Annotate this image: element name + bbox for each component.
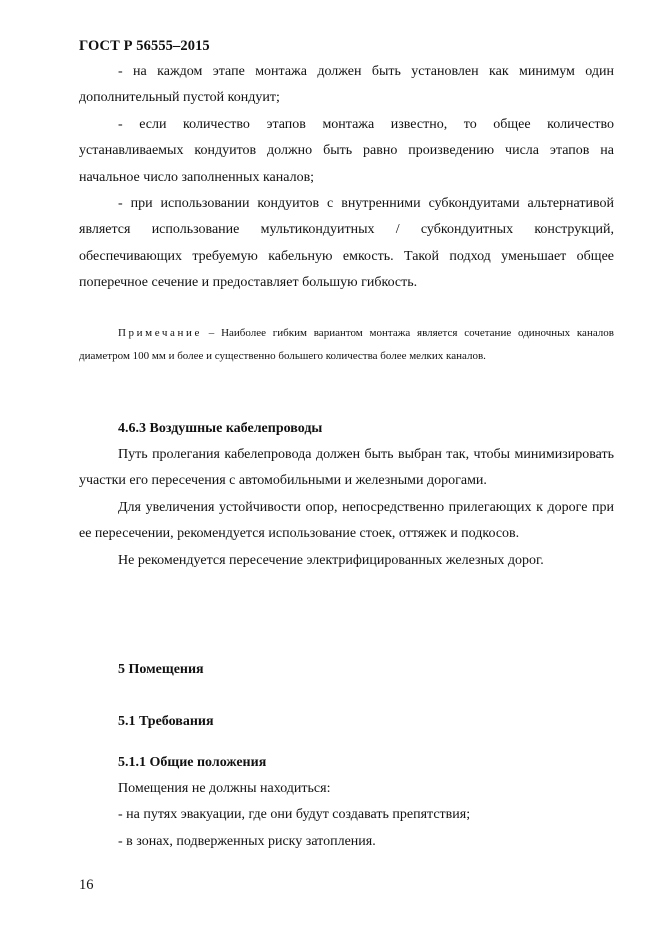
list-item: - в зонах, подверженных риску затопления. (118, 833, 376, 849)
paragraph: Для увеличения устойчивости опор, непосредственно прилегающих к дороге при ее пересечении, рекомендуется использование стоек, оттяжек и подкосов. (79, 499, 614, 542)
note-paragraph (79, 322, 614, 368)
list-item: - на каждом этапе монтажа должен быть установлен как минимум один дополнительный пустой кондуит; (79, 64, 614, 106)
note-text: – Наиболее гибким вариантом монтажа является сочетание одиночных каналов диаметром 100 мм и более и существенно большего количества более мелких каналов. (79, 327, 614, 362)
list-item: - при использовании кондуитов с внутренними субкондуитами альтернативой является использование мультикондуитных / субкондуитных конструкций, обеспечивающих требуемую кабельную емкость. Такой подход уменьшает общее поперечное сечение и предоставляет большую гибкость. (79, 196, 614, 291)
paragraph: Помещения не должны находиться: (118, 781, 331, 796)
section-heading-5: 5 Помещения (118, 662, 204, 677)
list-item: - если количество этапов монтажа известно, то общее количество устанавливаемых кондуитов должно быть равно произведению числа этапов на начальное число заполненных каналов; (79, 116, 614, 185)
page-number: 16 (79, 877, 94, 893)
note-label: Примечание (118, 327, 202, 339)
list-item: - на путях эвакуации, где они будут создавать препятствия; (118, 807, 471, 823)
section-5-1-1-body (118, 776, 470, 855)
paragraph: Путь пролегания кабелепровода должен быть выбран так, чтобы минимизировать участки его пересечения с автомобильными и железными дорогами. (79, 447, 614, 489)
paragraph: Не рекомендуется пересечение электрифицированных железных дорог. (118, 552, 544, 568)
standard-designation: ГОСТ Р 56555–2015 (79, 38, 210, 54)
note (79, 322, 614, 368)
section-heading-5-1-1: 5.1.1 Общие положения (118, 755, 267, 770)
section-heading-4-6-3: 4.6.3 Воздушные кабелепроводы (118, 421, 323, 436)
section-4-6-3-body (79, 442, 614, 574)
section-heading-5-1: 5.1 Требования (118, 714, 214, 729)
requirements-list (79, 59, 614, 297)
